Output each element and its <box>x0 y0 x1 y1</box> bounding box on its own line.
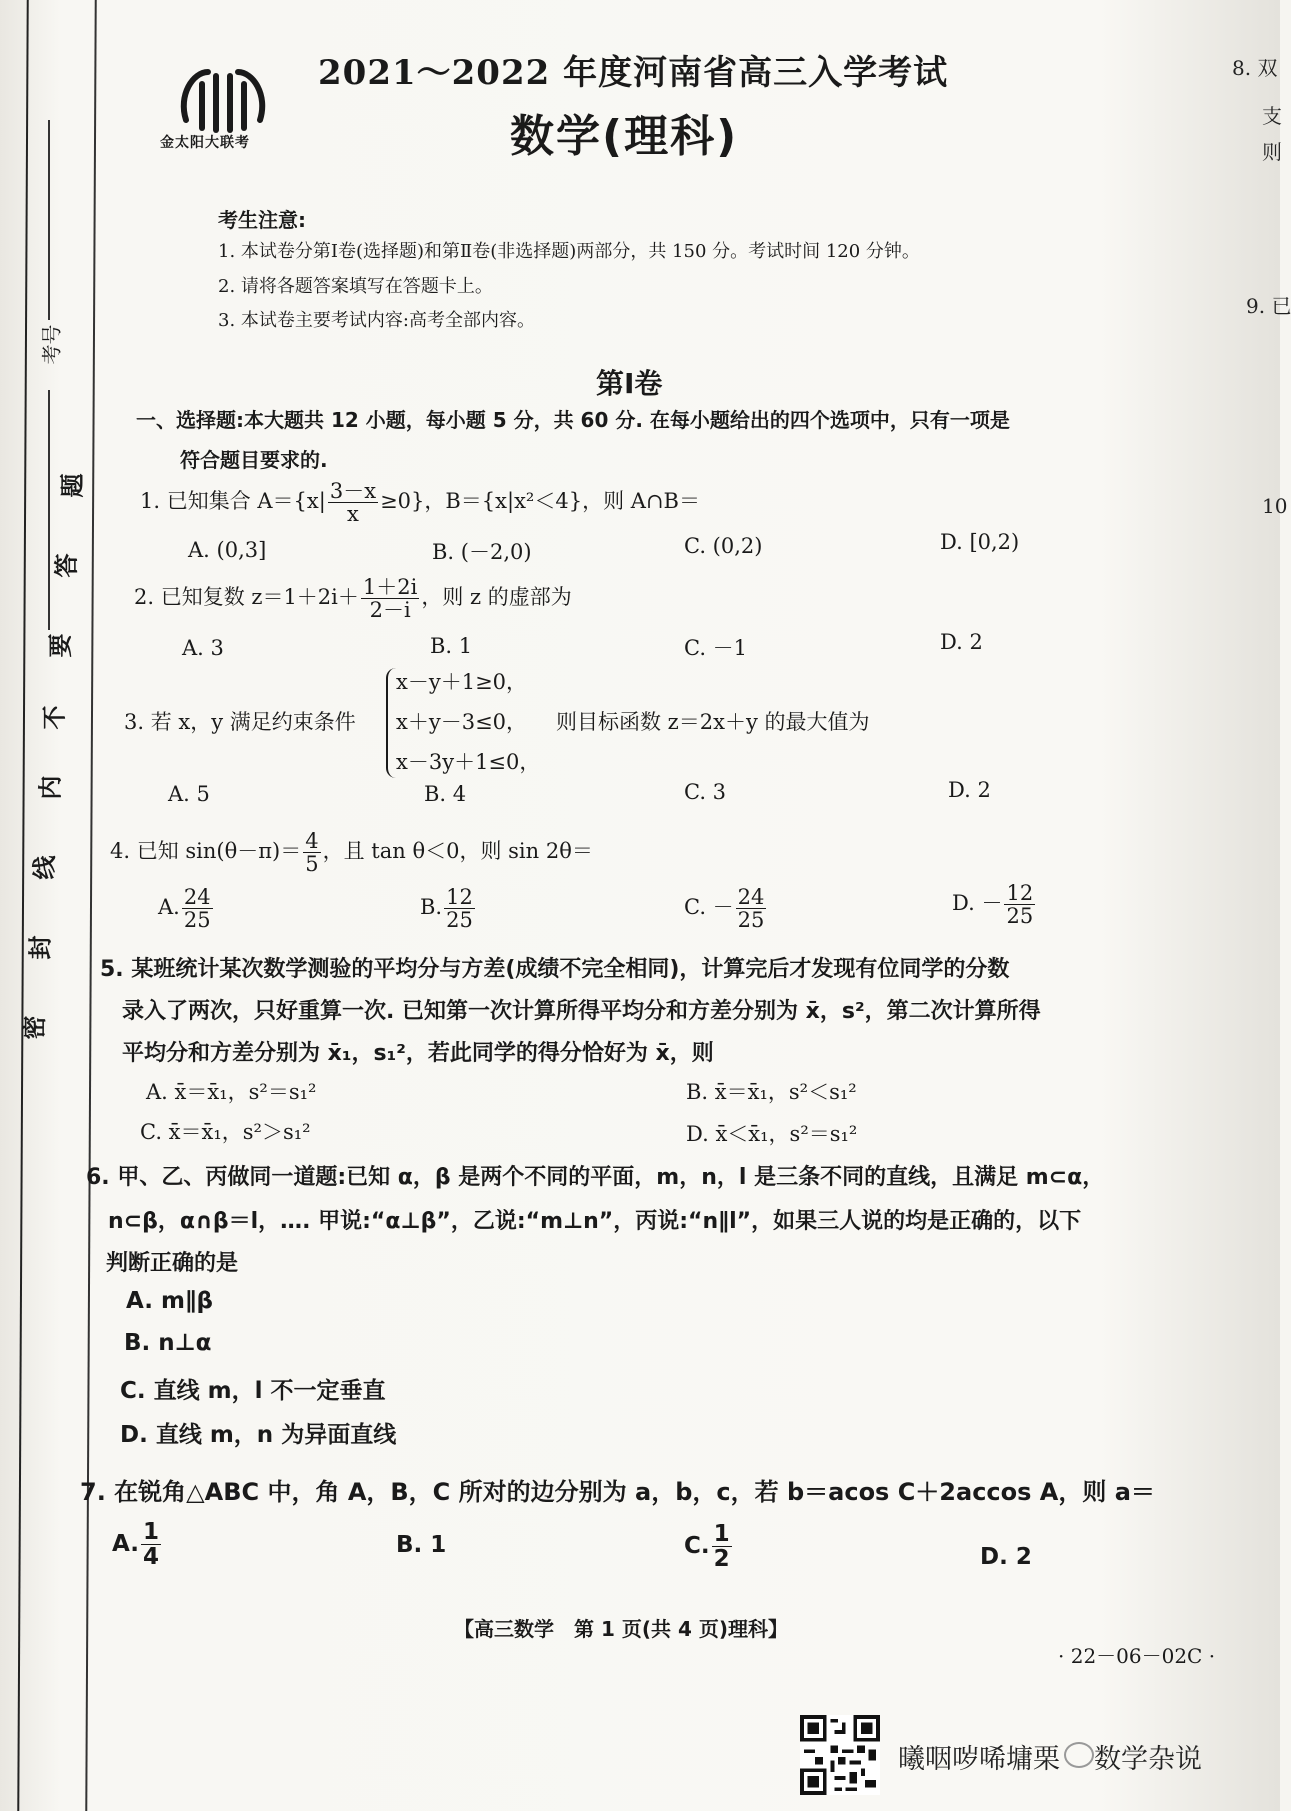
q5-option-d: D. x̄＜x̄₁，s²＝s₁² <box>686 1122 858 1146</box>
next-page-q10: 10 <box>1262 494 1288 518</box>
q4-option-c: C. － $\frac{24}{25}$ <box>684 885 765 933</box>
q6-option-b: B. n⊥α <box>124 1330 212 1356</box>
question-3-stem: 3. 若 x，y 满足约束条件 <box>124 710 356 734</box>
question-4: 4. 已知 sin(θ－π)＝ $\frac{4}{5}$ ，且 tan θ＜0，则 sin 2θ＝ <box>110 829 593 877</box>
q2-option-c: C. －1 <box>684 636 748 660</box>
next-page-q9: 9. 已 <box>1246 294 1291 318</box>
seal-char: 要 <box>46 633 75 658</box>
q3-option-a: A. 5 <box>168 782 210 806</box>
next-page-text-2: 则 <box>1262 140 1282 164</box>
question-5-line2: 录入了两次，只好重算一次. 已知第一次计算所得平均分和方差分别为 x̄，s²，第二次计算所得 <box>122 999 1041 1024</box>
q5-option-b: B. x̄＝x̄₁，s²＜s₁² <box>686 1080 857 1104</box>
q6-option-a: A. m∥β <box>126 1288 213 1314</box>
question-2: 2. 已知复数 z＝1＋2i＋ $\frac{1+2i}{2-i}$ ，则 z 的虚部为 <box>134 575 572 623</box>
q3-option-b: B. 4 <box>424 782 467 806</box>
question-6-line3: 判断正确的是 <box>106 1251 239 1276</box>
question-5-line3: 平均分和方差分别为 x̄₁，s₁²，若此同学的得分恰好为 x̄，则 <box>122 1041 714 1066</box>
q2-option-b: B. 1 <box>430 634 473 658</box>
question-7: 7. 在锐角△ABC 中，角 A，B，C 所对的边分别为 a，b，c，若 b＝acos C＋2accos A，则 a＝ <box>80 1478 1155 1506</box>
section-instruction: 一、选择题:本大题共 12 小题，每小题 5 分，共 60 分. 在每小题给出的四个选项中，只有一项是 <box>136 408 1010 432</box>
q4-option-b: B. $\frac{12}{25}$ <box>420 885 473 933</box>
question-5-line1: 5. 某班统计某次数学测验的平均分与方差(成绩不完全相同)，计算完后才发现有位同学的分数 <box>100 957 1010 982</box>
section-instruction-cont: 符合题目要求的. <box>180 448 328 472</box>
notice-item: 2. 请将各题答案填写在答题卡上。 <box>218 276 493 297</box>
q1-option-d: D. [0,2) <box>940 530 1020 554</box>
notice-heading: 考生注意: <box>218 208 306 232</box>
q3-constraint-1: x－y＋1≥0， <box>396 670 528 694</box>
logo-text: 金太阳大联考 <box>160 135 250 151</box>
q1-option-a: A. (0,3] <box>188 538 267 562</box>
section-title: 第Ⅰ卷 <box>596 367 663 400</box>
q2-option-d: D. 2 <box>940 630 983 654</box>
seal-char: 封 <box>26 935 55 960</box>
q3-option-c: C. 3 <box>684 780 727 804</box>
wechat-icon <box>1064 1742 1094 1768</box>
question-6-line1: 6. 甲、乙、丙做同一道题:已知 α，β 是两个不同的平面，m，n，l 是三条不同的直线，且满足 m⊂α， <box>86 1165 1105 1190</box>
question-6-line2: n⊂β，α∩β＝l，…. 甲说:“α⊥β”，乙说:“m⊥n”，丙说:“n∥l”，如果三人说的均是正确的，以下 <box>108 1209 1082 1234</box>
question-3-post: 则目标函数 z＝2x＋y 的最大值为 <box>556 710 870 734</box>
q4-option-d: D. － $\frac{12}{25}$ <box>952 881 1034 929</box>
exam-number-line-lower <box>48 390 50 630</box>
q1-option-c: C. (0,2) <box>684 534 763 558</box>
next-page-text-1: 支 <box>1262 104 1282 128</box>
q7-option-a: A. $\frac{1}{4}$ <box>112 1519 159 1571</box>
seal-char: 内 <box>36 775 65 800</box>
qr-code <box>800 1715 880 1795</box>
exam-number-label: 考号 <box>39 324 64 365</box>
q6-option-d: D. 直线 m，n 为异面直线 <box>120 1422 397 1448</box>
q3-constraint-3: x－3y＋1≤0， <box>396 750 541 774</box>
q7-option-c: C. $\frac{1}{2}$ <box>684 1521 730 1573</box>
q7-option-d: D. 2 <box>980 1544 1032 1570</box>
question-1: 1. 已知集合 A＝{x| $\frac{3-x}{x}$ ≥0}，B＝{x|x²＜4}，则 A∩B＝ <box>140 479 700 527</box>
subject-title: 数学(理科) <box>510 111 739 162</box>
q5-option-a: A. x̄＝x̄₁，s²＝s₁² <box>146 1080 317 1104</box>
q7-option-b: B. 1 <box>396 1532 447 1558</box>
exam-number-line <box>48 120 50 320</box>
notice-item: 3. 本试卷主要考试内容:高考全部内容。 <box>218 310 535 331</box>
notice-item: 1. 本试卷分第Ⅰ卷(选择题)和第Ⅱ卷(非选择题)两部分，共 150 分。考试时间 120 分钟。 <box>218 241 920 262</box>
seal-char: 密 <box>20 1015 49 1040</box>
q2-option-a: A. 3 <box>182 636 224 660</box>
q5-option-c: C. x̄＝x̄₁，s²＞s₁² <box>140 1120 311 1144</box>
seal-char: 线 <box>30 855 59 880</box>
q3-constraint-2: x＋y－3≤0， <box>396 710 528 734</box>
seal-char: 答 <box>52 553 81 578</box>
next-page-q8: 8. 双 <box>1232 56 1278 80</box>
q4-option-a: A. $\frac{24}{25}$ <box>158 885 211 933</box>
watermark-text: 曦咽哕唏墉栗 数学杂说 <box>898 1744 1202 1775</box>
seal-char: 题 <box>58 473 87 498</box>
page-footer: 【高三数学 第 1 页(共 4 页)理科】 <box>454 1617 788 1641</box>
seal-char: 不 <box>40 705 69 730</box>
q6-option-c: C. 直线 m，l 不一定垂直 <box>120 1378 386 1404</box>
exam-title: 2021～2022 年度河南省高三入学考试 <box>318 53 949 93</box>
exam-code: · 22－06－02C · <box>1058 1644 1216 1668</box>
q3-option-d: D. 2 <box>948 778 991 802</box>
q1-option-b: B. (－2,0) <box>432 540 532 564</box>
